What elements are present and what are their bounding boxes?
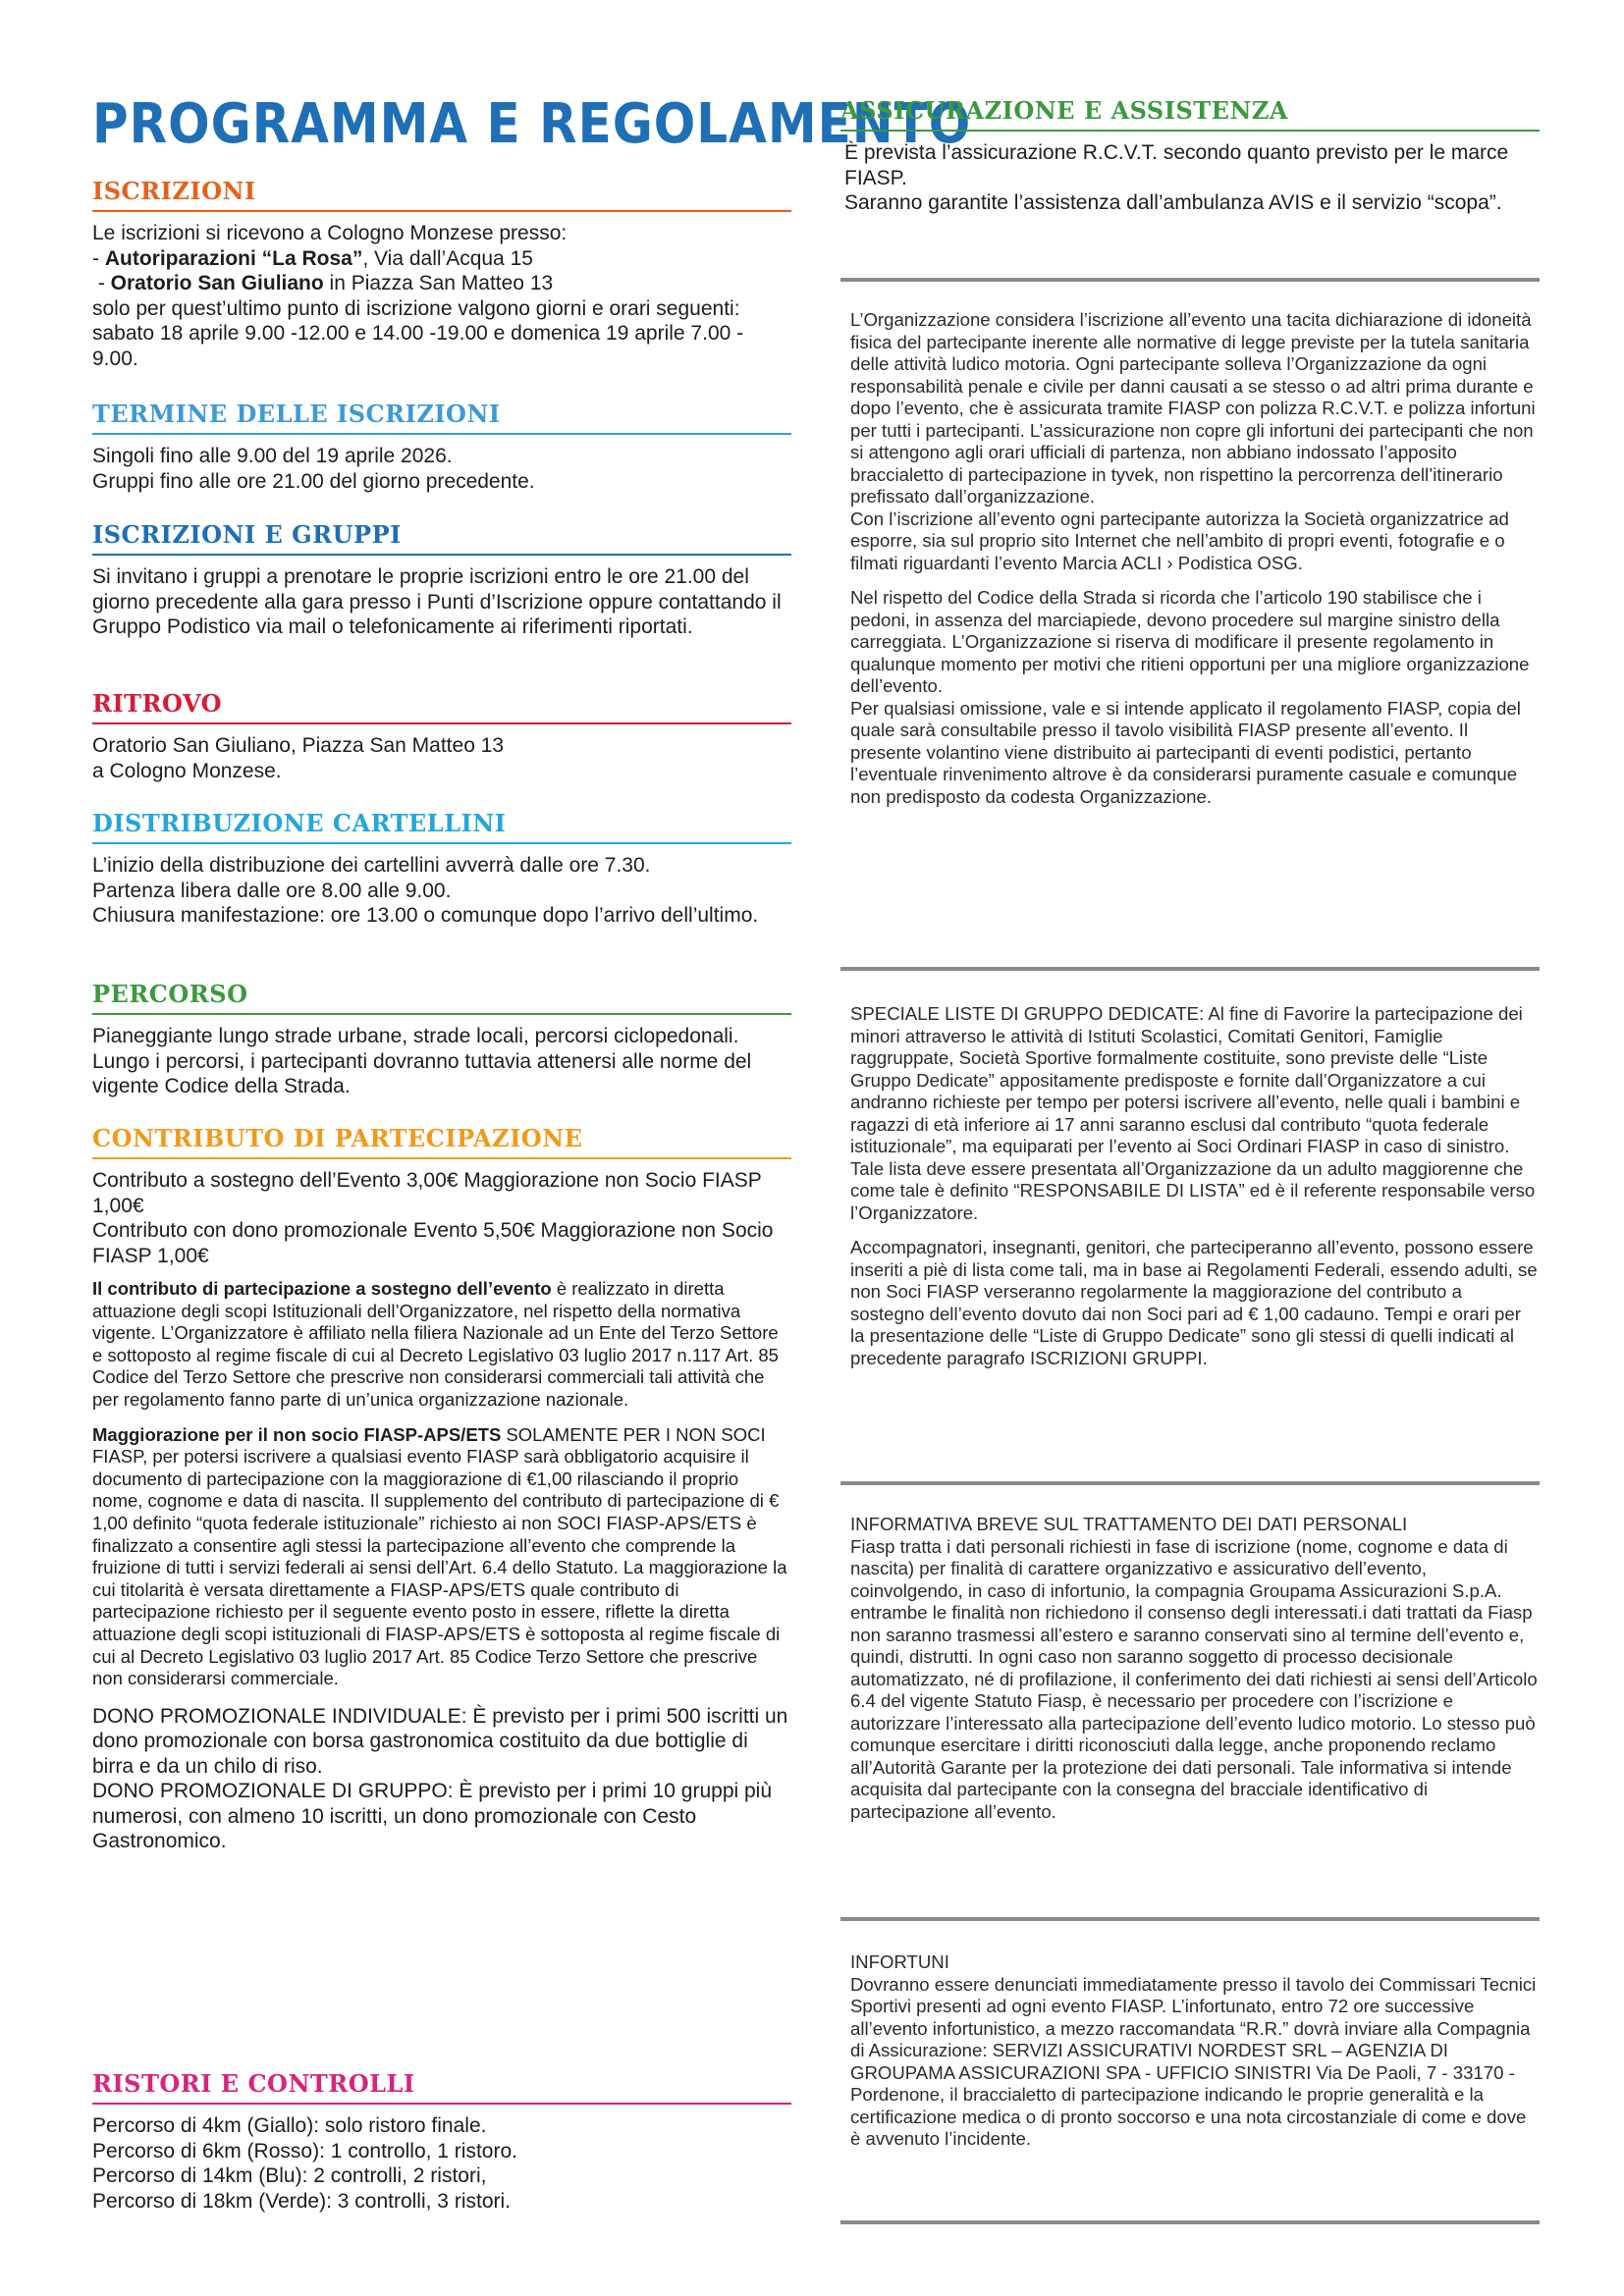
section-ritrovo [92,689,791,783]
section-percorso [92,980,791,1099]
section-iscrizioni [92,177,791,371]
iscrizioni-line-4: solo per quest’ultimo punto di iscrizione valgono giorni e orari seguenti: sabato 18 aprile 9.00 -12.00 e 14.00 -19.00 e domenica 19 aprile 7.00 - 9.00. [92,296,744,370]
ristori-body [92,2113,791,2214]
heading-ritrovo: RITROVO [92,689,791,724]
heading-iscrizioni: ISCRIZIONI [92,177,791,212]
assicurazione-body [840,140,1540,216]
dash: - [92,246,105,270]
cartellini-body [92,853,791,929]
iscrizioni-body [92,221,791,371]
percorso-body: Pianeggiante lungo strade urbane, strade locali, percorsi ciclopedonali. Lungo i percorsi, i partecipanti dovranno tuttavia attenersi alle norme del vigente Codice della Strada. [92,1025,752,1097]
heading-contributo: CONTRIBUTO DI PARTECIPAZIONE [92,1124,791,1159]
speciale-text [840,1003,1540,1369]
speciale-box [840,1003,1540,1369]
divider [840,967,1540,971]
maggiorazione-text: SOLAMENTE PER I NON SOCI FIASP, per potersi iscrivere a qualsiasi evento FIASP sarà obbligatorio acquisire il documento di partecipazione con la maggiorazione di €1,00 rilasciando il proprio nome, cognome e data di nascita. Il supplemento del contributo di partecipazione di € 1,00 definito “quota federale istituzionale” richiesto ai non SOCI FIASP-APS/ETS è finalizzato a consentire agli stessi la partecipazione all’evento che comprende la fruizione di tutti i servizi federali ai sensi dell’Art. 6.4 dello Statuto. La maggiorazione la cui titolarità è versata direttamente a FIASP-APS/ETS quale contributo di partecipazione richiesto per il seguente evento posto in essere, riflette la diretta attuazione degli scopi istituzionali di FIASP-APS/ETS è sottoposta al regime fiscale di cui al Decreto Legislativo 03 luglio 2017 Art. 85 Codice Terzo Settore che prescrive non considerarsi commerciale. [92,1423,787,1689]
infortuni-box [840,1951,1540,2151]
contributo-paragraph [92,1278,791,1412]
iscrizioni-line-3 [92,271,791,296]
privacy-text [840,1514,1540,1823]
infortuni-text [840,1951,1540,2151]
maggiorazione-paragraph [92,1424,791,1690]
section-ristori [92,2069,791,2214]
ristori-line-2: Percorso di 6km (Rosso): 1 controllo, 1 ristoro. [92,2139,517,2163]
heading-termine: TERMINE DELLE ISCRIZIONI [92,400,791,435]
divider [840,1917,1540,1921]
cartellini-line-3: Chiusura manifestazione: ore 13.00 o comunque dopo l’arrivo dell’ultimo. [92,904,759,927]
section-termine [92,400,791,494]
section-cartellini [92,809,791,929]
heading-gruppi: ISCRIZIONI E GRUPPI [92,520,791,556]
contributo-details [92,1278,791,1690]
dono-individuale: DONO PROMOZIONALE INDIVIDUALE: È previsto per i primi 500 iscritti un dono promozionale con borsa gastronomica costituito da due bottiglie di birra e da un chilo di riso. [92,1704,788,1778]
cartellini-line-2: Partenza libera dalle ore 8.00 alle 9.00. [92,879,452,902]
speciale-paragraph-1: SPECIALE LISTE DI GRUPPO DEDICATE: Al fine di Favorire la partecipazione dei minori attraverso le attività di Istituti Scolastici, Comitati Genitori, Famiglie raggruppate, Società Sportive formalmente costituite, sono previste delle “Liste Gruppo Dedicate” appositamente predisposte e fornite dall’Organizzatore a cui andranno richieste per tempo per potersi iscrivere all’evento, nelle quali i bambini e ragazzi di età inferiore ai 17 anni saranno esclusi dal contributo “quota federale istituzionale”, ma equiparati per l’evento ai Soci Ordinari FIASP in caso di sinistro. Tale lista deve essere presentata all’Organizzazione da un adulto maggiorenne che come tale è definito “RESPONSABILE DI LISTA” ed è il referente responsabile verso l’Organizzatore. [850,1003,1536,1223]
dono-gruppo: DONO PROMOZIONALE DI GRUPPO: È previsto per i primi 10 gruppi più numerosi, con almeno 10 iscritti, un dono promozionale con Cesto Gastronomico. [92,1780,773,1853]
organizzazione-paragraph-4: Per qualsiasi omissione, vale e si intende applicato il regolamento FIASP, copia del quale sarà consultabile presso il tavolo visibilità FIASP presente all’evento. Il presente volantino viene distribuito ai partecipanti di eventi podistici, pertanto l’eventuale rinvenimento altrove è da considerarsi puramente casuale e comunque non predisposto da codesta Organizzazione. [850,697,1521,807]
contributo-body [92,1168,791,1854]
ritrovo-body [92,733,791,783]
assicurazione-line-2: Saranno garantite l’assistenza dall’ambulanza AVIS e il servizio “scopa”. [844,191,1502,214]
divider [840,1481,1540,1485]
heading-ristori: RISTORI E CONTROLLI [92,2069,791,2105]
section-contributo [92,1124,791,1854]
heading-percorso: PERCORSO [92,980,791,1015]
section-assicurazione [840,96,1540,216]
iscrizioni-line-2 [92,246,791,272]
section-gruppi [92,520,791,640]
ristori-line-4: Percorso di 18km (Verde): 3 controlli, 3 ristori. [92,2189,511,2213]
organizzazione-paragraph-1: L’Organizzazione considera l’iscrizione all’evento una tacita dichiarazione di idoneità fisica del partecipante inerente alle normative di legge previste per la tutela sanitaria delle attività ludico motoria. Ogni partecipante solleva l’Organizzazione da ogni responsabilità penale e civile per danni causati a se stesso o ad altri prima durante e dopo l’evento, che è assicurata tramite FIASP con polizza R.C.V.T. e polizza infortuni per tutti i partecipanti. L’assicurazione non copre gli infortuni dei partecipanti che non si attengono agli orari ufficiali di partenza, non abbiano indossato l’apposito braccialetto di partecipazione in tyvek, non rispettino la percorrenza dell’itinerario prefissato dall’organizzazione. [850,309,1536,507]
iscrizioni-line-1: Le iscrizioni si ricevono a Cologno Monzese presso: [92,222,568,244]
termine-line-1: Singoli fino alle 9.00 del 19 aprile 2026. [92,445,453,467]
heading-cartellini: DISTRIBUZIONE CARTELLINI [92,809,791,844]
ristori-line-3: Percorso di 14km (Blu): 2 controlli, 2 ristori, [92,2164,487,2187]
termine-body [92,444,791,494]
location-address: in Piazza San Matteo 13 [323,272,554,294]
divider [840,278,1540,282]
maggiorazione-bold-lead: Maggiorazione per il non socio FIASP-APS/ETS [92,1423,502,1445]
contributo-line-1: Contributo a sostegno dell’Evento 3,00€ Maggiorazione non Socio FIASP 1,00€ [92,1169,762,1217]
infortuni-body: Dovranno essere denunciati immediatamente presso il tavolo dei Commissari Tecnici Sportivi presenti ad ogni evento FIASP. L’infortunato, entro 72 ore successive all’evento infortunistico, a mezzo raccomandata “R.R.” dovrà inviare alla Compagnia di Assicurazione: SERVIZI ASSICURATIVI NORDEST SRL – AGENZIA DI GROUPAMA ASSICURAZIONI SPA - UFFICIO SINISTRI Via De Paoli, 7 - 33170 - Pordenone, il braccialetto di partecipazione indicando le proprie generalità e la certificazione medica o di pronto soccorso e una nota circostanziale di come e dove è avvenuto l’incidente. [850,1973,1537,2149]
location-name: Oratorio San Giuliano [110,272,324,294]
organizzazione-paragraph-2: Con l’iscrizione all’evento ogni partecipante autorizza la Società organizzatrice ad esporre, sia sul proprio sito Internet che nell’ambito di propri eventi, fotografie e o filmati riguardanti l’evento Marcia ACLI › Podistica OSG. [850,507,1509,573]
ristori-line-1: Percorso di 4km (Giallo): solo ristoro finale. [92,2114,487,2137]
location-name: Autoriparazioni “La Rosa” [104,246,363,270]
termine-line-2: Gruppi fino alle ore 21.00 del giorno precedente. [92,469,535,493]
cartellini-line-1: L’inizio della distribuzione dei cartellini avverrà dalle ore 7.30. [92,854,651,877]
organizzazione-box [840,309,1540,808]
location-address: , Via dall’Acqua 15 [362,246,533,270]
contributo-line-2: Contributo con dono promozionale Evento 5,50€ Maggiorazione non Socio FIASP 1,00€ [92,1219,774,1267]
infortuni-heading: INFORTUNI [850,1951,949,1972]
page-title: PROGRAMMA E REGOLAMENTO [92,91,972,156]
contributo-bold-lead: Il contributo di partecipazione a sostegno dell’evento [92,1278,552,1299]
speciale-paragraph-2: Accompagnatori, insegnanti, genitori, che parteciperanno all’evento, possono essere inseriti a piè di lista come tali, ma in base ai Regolamenti Federali, essendo adulti, se non Soci FIASP verseranno regolarmente la maggiorazione del contributo a sostegno dell’evento dovuto dai non Soci pari ad € 1,00 cadauno. Tempi e orari per la presentazione delle “Liste di Gruppo Dedicate” sono gli stessi di quelli indicati al precedente paragrafo ISCRIZIONI GRUPPI. [850,1237,1538,1368]
ritrovo-line-1: Oratorio San Giuliano, Piazza San Matteo 13 [92,734,505,757]
heading-assicurazione: ASSICURAZIONE E ASSISTENZA [840,96,1540,132]
dash: - [92,272,111,294]
divider [840,2220,1540,2224]
contributo-text: è realizzato in diretta attuazione degli scopi Istituzionali dell’Organizzatore, nel rispetto della normativa vigente. L’Organizzatore è affiliato nella filiera Nazionale ad un Ente del Terzo Settore e sottoposto al regime fiscale di cui al Decreto Legislativo 03 luglio 2017 n.117 Art. 85 Codice del Terzo Settore che prescrive non considerarsi commerciali tali attività che per regolamento fanno parte di un’unica organizzazione nazionale. [92,1278,779,1410]
privacy-heading: INFORMATIVA BREVE SUL TRATTAMENTO DEI DATI PERSONALI [850,1514,1408,1534]
assicurazione-line-1: È prevista l’assicurazione R.C.V.T. secondo quanto previsto per le marce FIASP. [844,141,1509,189]
organizzazione-text [840,309,1540,808]
organizzazione-paragraph-3: Nel rispetto del Codice della Strada si ricorda che l’articolo 190 stabilisce che i pedoni, in assenza del marciapiede, devono procedere sul margine sinistro della carreggiata. L’Organizzazione si riserva di modificare il presente regolamento in qualunque momento per motivi che ritieni opportuni per una migliore organizzazione dell’evento. [850,587,1530,696]
privacy-box [840,1514,1540,1823]
gruppi-body: Si invitano i gruppi a prenotare le proprie iscrizioni entro le ore 21.00 del giorno precedente alla gara presso i Punti d’Iscrizione oppure contattando il Gruppo Podistico via mail o telefonicamente ai riferimenti riportati. [92,565,782,638]
ritrovo-line-2: a Cologno Monzese. [92,759,282,782]
privacy-body: Fiasp tratta i dati personali richiesti in fase di iscrizione (nome, cognome e data di nascita) per finalità di carattere organizzativo e assicurativo dell’evento, coinvolgendo, in caso di infortunio, la compagnia Groupama Assicurazioni S.p.A. entrambe le finalità non richiedono il consenso degli interessati.i dati trattati da Fiasp non saranno trasmessi all’estero e saranno conservati sino al termine dell’evento e, quindi, distrutti. In ogni caso non saranno soggetto di processo decisionale automatizzato, né di profilazione, il conferimento dei dati richiesti ai sensi dell’Articolo 6.4 del vigente Statuto Fiasp, è necessario per procedere con l’iscrizione e autorizzare l’interessato alla partecipazione dell’evento ludico motorio. Lo stesso può comunque esercitare i diritti riconosciuti dalla legge, anche proponendo reclamo all’Autorità Garante per la protezione dei dati personali. Tale informativa si intende acquisita dal partecipante con la consegna del bracciale identificativo di partecipazione all’evento. [850,1535,1538,1822]
